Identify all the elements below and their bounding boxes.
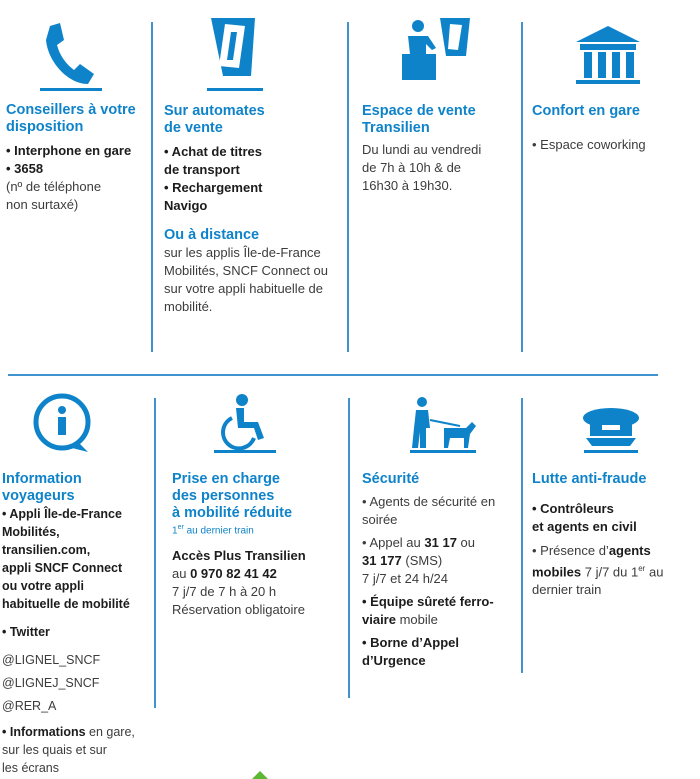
borne-item: • Borne d’Appel (362, 635, 459, 650)
appel-item: 31 177 (SMS) (362, 553, 443, 568)
espace-hours: Du lundi au vendredi (362, 142, 482, 157)
apps-item: habituelle de mobilité (2, 597, 130, 611)
pmr-hours: 1er au dernier train (172, 524, 254, 537)
automates-block (164, 103, 344, 316)
presence-item: dernier train (532, 582, 602, 598)
guard-dog-icon (408, 396, 478, 456)
fraude-block (532, 471, 694, 599)
column-divider (347, 22, 349, 352)
column-divider (521, 22, 523, 352)
automates-title: Sur automates de vente (164, 103, 265, 136)
pmr-block (172, 471, 348, 619)
distance-text: sur votre appli habituelle de (164, 281, 323, 296)
column-divider (151, 22, 153, 352)
apps-item: ou votre appli (2, 579, 84, 593)
securite-title: Sécurité (362, 471, 420, 487)
appel-item: 7 j/7 et 24 h/24 (362, 571, 449, 586)
informations-item: sur les quais et sur (2, 743, 107, 757)
informations-item: les écrans (2, 761, 59, 775)
confort-title: Confort en gare (532, 103, 640, 119)
apps-item: Mobilités, (2, 525, 60, 539)
twitter-handle[interactable]: @LIGNEL_SNCF (2, 653, 101, 667)
controleurs-item: • Contrôleurs (532, 501, 614, 516)
presence-item: • Présence d’agents (532, 543, 651, 558)
inspector-cap-icon (580, 404, 642, 454)
controleurs-item: et agents en civil (532, 519, 637, 534)
ticket-counter-icon (398, 14, 478, 84)
distance-text: Mobilités, SNCF Connect ou (164, 263, 329, 278)
phone-number-item: • 3658 (6, 161, 44, 176)
info-icon (22, 390, 102, 460)
agents-item: soirée (362, 512, 398, 527)
coworking-item: • Espace coworking (532, 137, 646, 152)
column-divider (521, 398, 523, 673)
distance-title: Ou à distance (164, 227, 260, 243)
achat-item: • Achat de titres (164, 144, 262, 159)
appel-item: • Appel au 31 17 ou (362, 535, 476, 550)
twitter-handle[interactable]: @RER_A (2, 699, 57, 713)
arrow-icon (250, 769, 270, 779)
pmr-phone: au 0 970 82 41 42 (172, 566, 277, 582)
phone-note: (nº de téléphone (6, 179, 102, 194)
espace-title: Espace de vente Transilien (362, 103, 476, 136)
rechargement-item: Navigo (164, 198, 208, 213)
twitter-handle[interactable]: @LIGNEJ_SNCF (2, 676, 100, 690)
acces-plus-label: Accès Plus Transilien (172, 548, 306, 564)
conseillers-title: Conseillers à votre disposition (6, 102, 136, 135)
pmr-schedule: 7 j/7 de 7 h à 20 h (172, 584, 277, 600)
column-divider (154, 398, 156, 708)
conseillers-block (6, 102, 151, 214)
equipe-item: viaire mobile (362, 612, 438, 627)
securite-block (362, 471, 520, 670)
station-building-icon (572, 24, 644, 86)
pmr-reservation: Réservation obligatoire (172, 602, 305, 618)
confort-block (532, 103, 692, 154)
column-divider (348, 398, 350, 698)
espace-hours: de 7h à 10h & de (362, 160, 462, 175)
row-divider (8, 374, 658, 376)
equipe-item: • Équipe sûreté ferro- (362, 594, 494, 609)
phone-icon (30, 18, 110, 94)
presence-item: mobiles 7 j/7 du 1er au (532, 564, 664, 580)
information-title: Information voyageurs (2, 471, 82, 504)
informations-item: • Informations en gare, (2, 725, 135, 739)
rechargement-item: • Rechargement (164, 180, 263, 195)
borne-item: d’Urgence (362, 653, 426, 668)
phone-note: non surtaxé) (6, 197, 79, 212)
distance-text: sur les applis Île-de-France (164, 245, 321, 260)
wheelchair-icon (210, 392, 280, 456)
espace-block (362, 103, 517, 195)
distance-text: mobilité. (164, 299, 213, 314)
apps-item: • Appli Île-de-France (2, 507, 122, 521)
pmr-title: Prise en charge des personnes à mobilité réduite (172, 471, 293, 521)
ticket-machine-icon (203, 14, 263, 94)
agents-item: • Agents de sécurité en (362, 494, 496, 509)
fraude-title: Lutte anti-fraude (532, 471, 647, 487)
apps-item: appli SNCF Connect (2, 561, 123, 575)
interphone-item: • Interphone en gare (6, 143, 132, 158)
achat-item: de transport (164, 162, 240, 177)
espace-hours: 16h30 à 19h30. (362, 178, 453, 193)
twitter-item: • Twitter (2, 625, 50, 639)
apps-item: transilien.com, (2, 543, 91, 557)
information-block (2, 471, 154, 777)
